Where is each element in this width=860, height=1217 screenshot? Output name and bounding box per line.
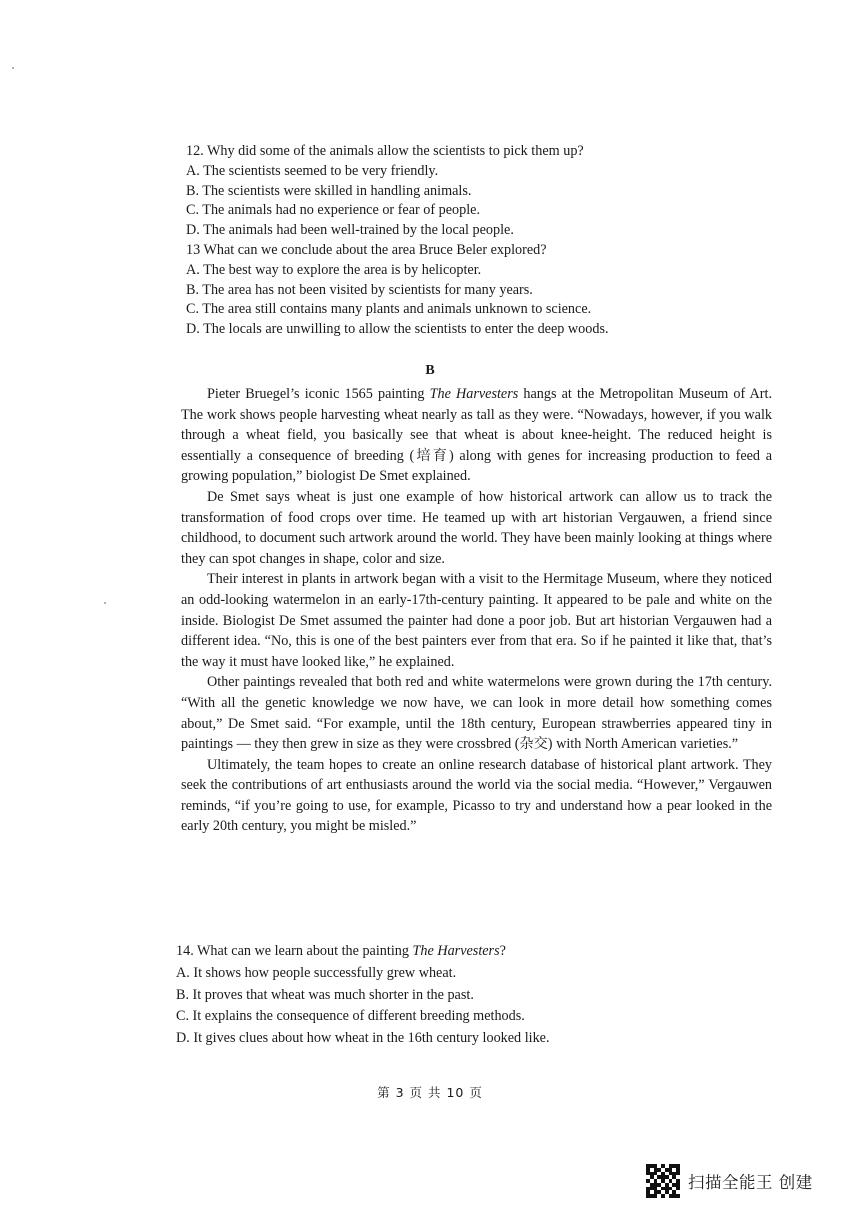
scan-speck (12, 67, 14, 69)
question-14-option-b: B. It proves that wheat was much shorter in the past. (176, 986, 474, 1003)
passage-paragraph-5: Ultimately, the team hopes to create an online research database of historical plant artwork. They seek the contributions of art enthusiasts around the world via the social media. “However,” Vergauwen reminds, “if you’re going to use, for example, Picasso to try and understand how a pear looked in the early 20th century, you might be misled.” (181, 756, 772, 835)
passage-paragraph-3: Their interest in plants in artwork began with a visit to the Hermitage Museum, where they noticed an odd-looking watermelon in an early-17th-century painting. It appeared to be pale and white on the inside. Biologist De Smet assumed the painter had done a poor job. But art historian Vergauwen had a different idea. “No, this is one of the best painters ever from that era. So if he painted it like that, that’s the way it must have looked like,” he explained. (181, 571, 772, 670)
question-14-option-d: D. It gives clues about how wheat in the 16th century looked like. (176, 1030, 550, 1047)
qr-code-icon (646, 1164, 680, 1198)
question-12-option-a: A. The scientists seemed to be very friendly. (186, 162, 439, 179)
question-12-option-d: D. The animals had been well-trained by the local people. (186, 222, 514, 239)
question-12-stem: 12. Why did some of the animals allow the scientists to pick them up? (186, 143, 584, 159)
question-14-option-c: C. It explains the consequence of different breeding methods. (176, 1008, 525, 1025)
question-14 (176, 941, 776, 1050)
passage-paragraph-1: Pieter Bruegel’s iconic 1565 painting The Harvesters hangs at the Metropolitan Museum of Art. The work shows people harvesting wheat nearly as tall as they were. “Nowadays, however, if you walk through a wheat field, you basically see that wheat is about knee-height. The reduced height is essentially a consequence of breeding (培育) along with genes for increasing production to feed a growing population,” biologist De Smet explained. (181, 386, 772, 485)
reading-passage (181, 384, 772, 837)
question-13-stem: 13 What can we conclude about the area Bruce Beler explored? (186, 241, 547, 258)
question-12-option-b: B. The scientists were skilled in handling animals. (186, 182, 472, 199)
question-14-stem: 14. What can we learn about the painting The Harvesters? (176, 943, 506, 959)
question-13-option-d: D. The locals are unwilling to allow the scientists to enter the deep woods. (186, 321, 609, 338)
page-number-footer: 第 3 页 共 10 页 (377, 1085, 483, 1100)
question-13-option-b: B. The area has not been visited by scientists for many years. (186, 281, 533, 298)
section-title: B (425, 363, 435, 378)
question-13-option-a: A. The best way to explore the area is by helicopter. (186, 261, 482, 278)
passage-paragraph-4: Other paintings revealed that both red and white watermelons were grown during the 17th century. “With all the genetic knowledge we now have, we can look in more detail how something comes about,” De Smet said. “For example, until the 18th century, European strawberries appeared tiny in paintings — they then grew in size as they were crossbred (杂交) with North American varieties.” (181, 674, 772, 753)
watermark-text: 扫描全能王 创建 (688, 1173, 813, 1192)
question-14-option-a: A. It shows how people successfully grew wheat. (176, 964, 457, 981)
question-12-option-c: C. The animals had no experience or fear of people. (186, 202, 481, 219)
question-13-option-c: C. The area still contains many plants and animals unknown to science. (186, 301, 592, 318)
scanner-watermark (646, 1163, 842, 1199)
scan-speck (104, 602, 106, 604)
passage-paragraph-2: De Smet says wheat is just one example of how historical artwork can allow us to track the transformation of food crops over time. He teamed up with art historian Vergauwen, a friend since childhood, to document such artwork around the world. They have been mainly looking at things where they can spot changes in shape, color and size. (181, 488, 772, 567)
questions-12-13 (186, 142, 786, 340)
